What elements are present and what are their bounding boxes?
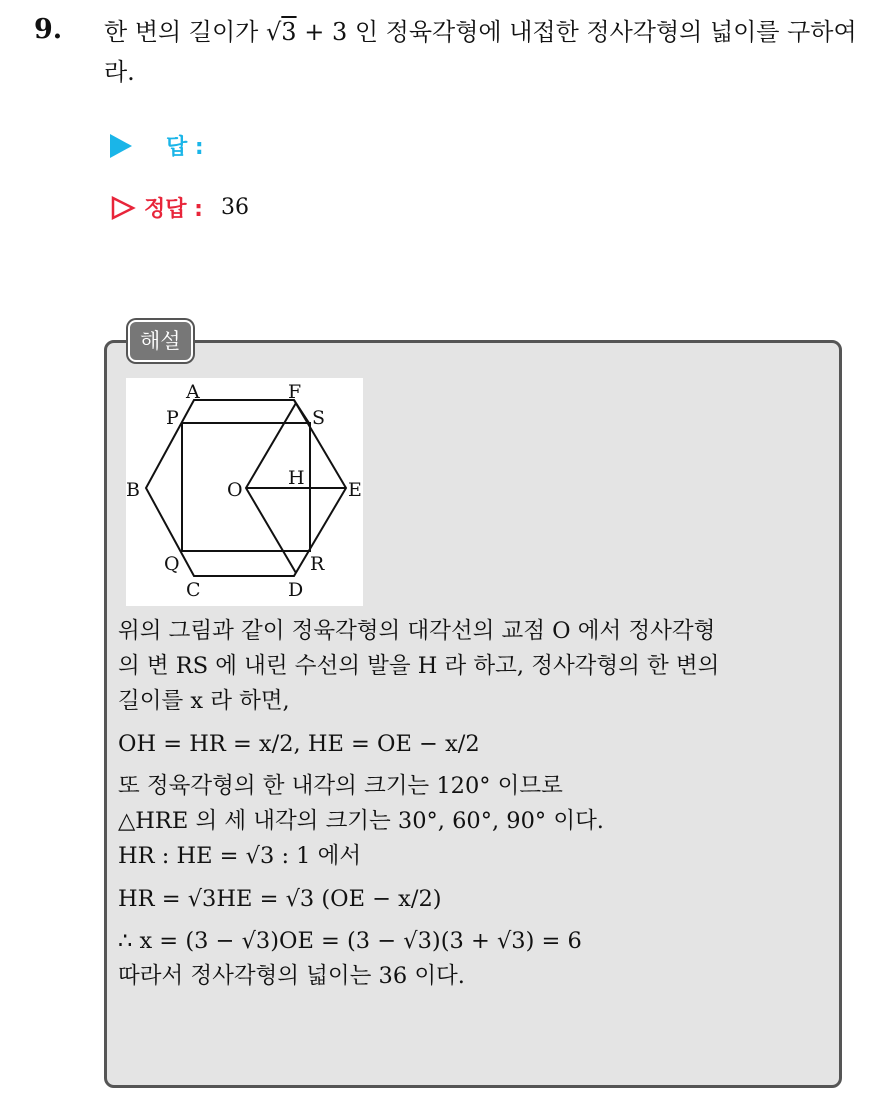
- label-A: A: [186, 381, 200, 403]
- label-B: B: [126, 479, 140, 501]
- solution-line: ∴ x = (3 − √3)OE = (3 − √3)(3 + √3) = 6: [118, 928, 582, 954]
- correct-answer-value: 36: [220, 195, 249, 220]
- label-S: S: [312, 407, 326, 429]
- label-R: R: [310, 553, 325, 575]
- solution-line: 따라서 정사각형의 넓이는 36 이다.: [118, 963, 465, 989]
- label-H: H: [288, 467, 305, 489]
- fs-line: [294, 400, 309, 423]
- correct-answer-row: [110, 192, 249, 223]
- outline-arrow-icon: [110, 195, 136, 221]
- solution-line: HR : HE = √3 : 1 에서: [118, 843, 362, 869]
- label-Q: Q: [164, 553, 180, 575]
- solution-line: △HRE 의 세 내각의 크기는 30°, 60°, 90° 이다.: [118, 808, 604, 834]
- solution-line: 길이를 x 라 하면,: [118, 688, 290, 714]
- solution-text: [118, 614, 838, 994]
- solution-line: 위의 그림과 같이 정육각형의 대각선의 교점 O 에서 정사각형: [118, 618, 716, 644]
- hexagon-figure: [126, 378, 363, 606]
- answer-label: 답 :: [166, 135, 204, 160]
- sqrt-arg: 3: [281, 18, 297, 46]
- solution-tag: 해설: [128, 320, 193, 362]
- expr-tail: + 3: [296, 18, 348, 46]
- label-D: D: [288, 579, 304, 601]
- question-text-before: 한 변의 길이가: [104, 18, 266, 46]
- solution-line: HR = √3HE = √3 (OE − x/2): [118, 885, 442, 912]
- label-E: E: [348, 479, 362, 501]
- question-text-after: 인 정육각형에 내접한 정사각형의 넓이를 구하여라.: [104, 18, 857, 86]
- hexagon-diagram: [126, 378, 363, 606]
- sqrt-expression: √3: [266, 18, 297, 46]
- label-F: F: [288, 381, 302, 403]
- solution-line: 의 변 RS 에 내린 수선의 발을 H 라 하고, 정사각형의 한 변의: [118, 653, 720, 679]
- play-arrow-icon: [110, 134, 132, 158]
- answer-row: [110, 130, 204, 161]
- correct-answer-label: 정답 :: [144, 197, 203, 222]
- label-C: C: [186, 579, 201, 601]
- label-O: O: [227, 479, 243, 501]
- solution-line: OH = HR = x/2, HE = OE − x/2: [118, 730, 480, 757]
- question-number: 9.: [34, 14, 63, 45]
- label-P: P: [166, 407, 179, 429]
- solution-line: 또 정육각형의 한 내각의 크기는 120° 이므로: [118, 773, 563, 799]
- question-text: [104, 12, 874, 92]
